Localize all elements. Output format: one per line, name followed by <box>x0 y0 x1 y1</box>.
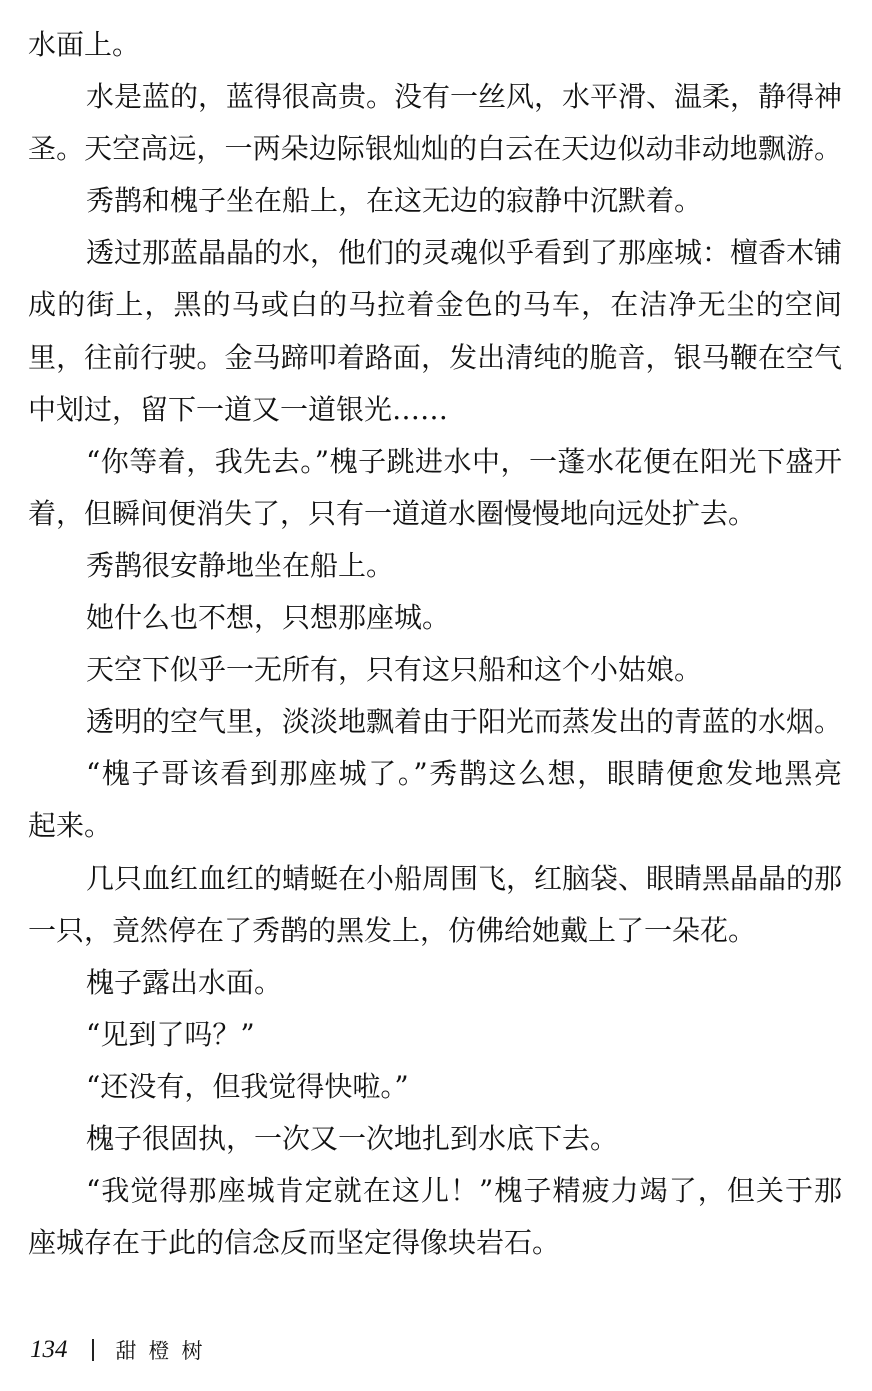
text-line: 圣。天空高远，一两朵边际银灿灿的白云在天边似动非动地飘游。 <box>28 132 842 166</box>
text-line: 着，但瞬间便消失了，只有一道道水圈慢慢地向远处扩去。 <box>28 496 757 530</box>
text-line: “见到了吗？” <box>86 1017 255 1051</box>
footer-divider <box>92 1339 94 1361</box>
text-line: 天空下似乎一无所有，只有这只船和这个小姑娘。 <box>86 653 703 687</box>
text-line: “你等着，我先去。”槐子跳进水中，一蓬水花便在阳光下盛开 <box>86 444 842 478</box>
text-line: 里，往前行驶。金马蹄叩着路面，发出清纯的脆音，银马鞭在空气 <box>28 340 842 374</box>
text-line: 几只血红血红的蜻蜓在小船周围飞，红脑袋、眼睛黑晶晶的那 <box>86 861 842 895</box>
text-line: 秀鹊很安静地坐在船上。 <box>86 548 395 582</box>
text-line: “槐子哥该看到那座城了。”秀鹊这么想，眼睛便愈发地黑亮 <box>86 757 842 791</box>
text-line: “我觉得那座城肯定就在这儿！”槐子精疲力竭了，但关于那 <box>86 1174 842 1208</box>
text-line: 成的街上，黑的马或白的马拉着金色的马车，在洁净无尘的空间 <box>28 288 842 322</box>
text-line: 座城存在于此的信念反而坚定得像块岩石。 <box>28 1226 561 1260</box>
body-text <box>28 19 842 1269</box>
text-line: 槐子露出水面。 <box>86 965 283 999</box>
text-line: 透过那蓝晶晶的水，他们的灵魂似乎看到了那座城：檀香木铺 <box>86 236 842 270</box>
text-line: “还没有，但我觉得快啦。” <box>86 1069 409 1103</box>
text-line: 透明的空气里，淡淡地飘着由于阳光而蒸发出的青蓝的水烟。 <box>86 705 842 739</box>
page-footer <box>30 1332 215 1368</box>
text-line: 一只，竟然停在了秀鹊的黑发上，仿佛给她戴上了一朵花。 <box>28 913 757 947</box>
text-line: 水面上。 <box>28 28 141 61</box>
text-line: 她什么也不想，只想那座城。 <box>86 601 451 635</box>
text-line: 秀鹊和槐子坐在船上，在这无边的寂静中沉默着。 <box>86 184 703 218</box>
text-line: 起来。 <box>28 809 113 843</box>
book-title: 甜橙树 <box>115 1339 215 1363</box>
text-line: 槐子很固执，一次又一次地扎到水底下去。 <box>86 1121 619 1155</box>
text-line: 中划过，留下一道又一道银光…… <box>28 392 449 426</box>
page-number: 134 <box>30 1336 68 1363</box>
text-line: 水是蓝的，蓝得很高贵。没有一丝风，水平滑、温柔，静得神 <box>86 80 842 114</box>
